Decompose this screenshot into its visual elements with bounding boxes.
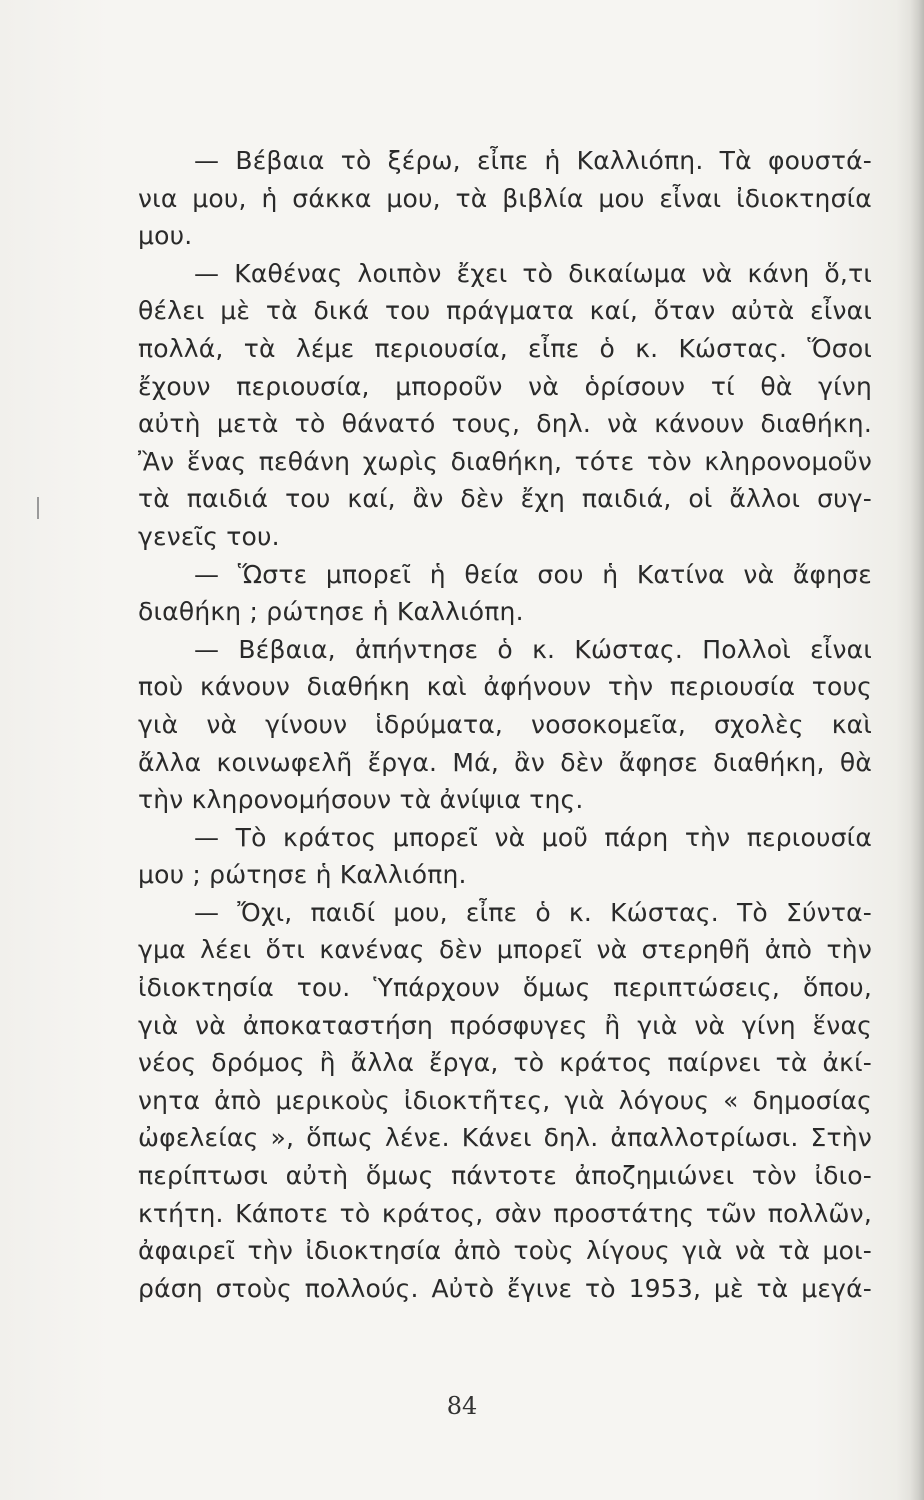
text-line: θέλει μὲ τὰ δικά του πράγματα καί, ὅταν αὐτὰ εἶναι (138, 296, 872, 326)
text-line: κτήτη. Κάποτε τὸ κράτος, σὰν προστάτης τῶν πολλῶν, (138, 1198, 872, 1228)
text-line: ράση στοὺς πολλούς. Αὐτὸ ἔγινε τὸ 1953, μὲ τὰ μεγά- (138, 1273, 872, 1303)
text-line: νια μου, ἡ σάκκα μου, τὰ βιβλία μου εἶναι ἰδιοκτησία (138, 183, 872, 213)
margin-mark (37, 497, 39, 519)
text-line: αὐτὴ μετὰ τὸ θάνατό τους, δηλ. νὰ κάνουν διαθήκη. (138, 409, 872, 439)
text-line: μου. (138, 221, 193, 251)
text-line: ἔχουν περιουσία, μποροῦν νὰ ὁρίσουν τί θὰ γίνη (138, 371, 872, 401)
text-line: μου ; ρώτησε ἡ Καλλιόπη. (138, 860, 467, 890)
text-line: ἰδιοκτησία του. Ὑπάρχουν ὅμως περιπτώσεις, ὅπου, (138, 973, 872, 1003)
page-edge-shadow (910, 0, 924, 1500)
text-line: περίπτωσι αὐτὴ ὅμως πάντοτε ἀποζημιώνει τὸν ἰδιο- (138, 1161, 872, 1191)
text-line: γμα λέει ὅτι κανένας δὲν μπορεῖ νὰ στερηθῆ ἀπὸ τὴν (138, 935, 872, 965)
text-line: — Βέβαια, ἀπήντησε ὁ κ. Κώστας. Πολλοὶ εἶναι (194, 634, 872, 664)
text-line: γιὰ νὰ ἀποκαταστήση πρόσφυγες ἢ γιὰ νὰ γίνη ἕνας (138, 1010, 872, 1040)
text-line: — Βέβαια τὸ ξέρω, εἶπε ἡ Καλλιόπη. Τὰ φουστά- (194, 146, 872, 175)
text-line: — Ὄχι, παιδί μου, εἶπε ὁ κ. Κώστας. Τὸ Σύντα- (194, 897, 872, 927)
text-line: — Καθένας λοιπὸν ἔχει τὸ δικαίωμα νὰ κάνη ὅ,τι (194, 258, 872, 288)
text-line: τὰ παιδιά του καί, ἂν δὲν ἔχη παιδιά, οἱ ἄλλοι συγ- (138, 484, 872, 514)
text-line: γιὰ νὰ γίνουν ἱδρύματα, νοσοκομεῖα, σχολὲς καὶ (138, 709, 872, 739)
text-line: ποὺ κάνουν διαθήκη καὶ ἀφήνουν τὴν περιουσία τους (138, 672, 872, 702)
text-line: νητα ἀπὸ μερικοὺς ἰδιοκτῆτες, γιὰ λόγους « δημοσίας (138, 1085, 872, 1115)
text-line: πολλά, τὰ λέμε περιουσία, εἶπε ὁ κ. Κώστας. Ὅσοι (138, 333, 872, 363)
text-line: γενεῖς του. (138, 521, 280, 551)
text-line: διαθήκη ; ρώτησε ἡ Καλλιόπη. (138, 597, 524, 627)
text-line: νέος δρόμος ἢ ἄλλα ἔργα, τὸ κράτος παίρνει τὰ ἀκί- (138, 1048, 872, 1078)
text-line: ἄλλα κοινωφελῆ ἔργα. Μά, ἂν δὲν ἄφησε διαθήκη, θὰ (138, 747, 872, 777)
text-line: ὠφελείας », ὅπως λένε. Κάνει δηλ. ἀπαλλοτρίωσι. Στὴν (138, 1123, 872, 1153)
text-line: τὴν κληρονομήσουν τὰ ἀνίψια της. (138, 785, 584, 815)
text-line: Ἂν ἕνας πεθάνη χωρὶς διαθήκη, τότε τὸν κληρονομοῦν (138, 446, 872, 476)
body-text (138, 142, 872, 1307)
text-line: — Τὸ κράτος μπορεῖ νὰ μοῦ πάρη τὴν περιουσία (194, 822, 872, 852)
text-line: ἀφαιρεῖ τὴν ἰδιοκτησία ἀπὸ τοὺς λίγους γιὰ νὰ τὰ μοι- (138, 1236, 872, 1266)
page-number: 84 (446, 1392, 478, 1420)
text-line: — Ὥστε μπορεῖ ἡ θεία σου ἡ Κατίνα νὰ ἄφησε (194, 559, 872, 589)
